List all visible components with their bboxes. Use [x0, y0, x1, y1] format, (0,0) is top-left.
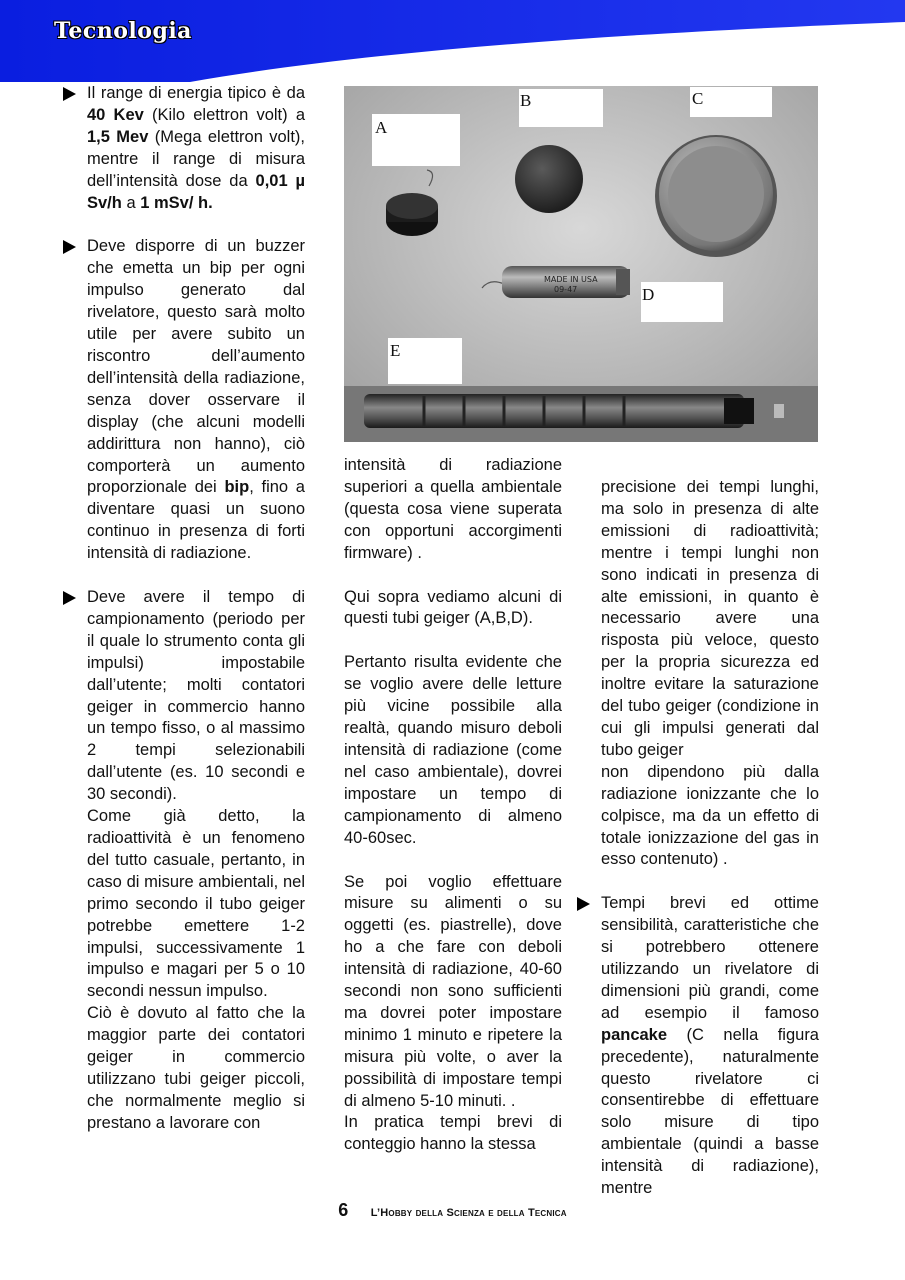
label-a: A	[375, 118, 388, 137]
magazine-title: L’Hobby della Scienza e della Tecnica	[370, 1207, 567, 1219]
column-2	[344, 455, 562, 1156]
paragraph: Come già detto, la radioattività è un fenomeno del tutto casuale, pertanto, in caso di misure ambientali, nel primo secondo il tubo geiger potrebbe emettere 1-2 impulsi, successivamente 1 impulso e magari per 5 o 10 secondi nessun impulso.	[87, 807, 305, 1001]
label-e: E	[390, 341, 401, 360]
svg-text:09-47: 09-47	[554, 285, 578, 294]
bullet-arrow-icon	[63, 591, 76, 605]
bullet-short-times: Tempi brevi ed ottime sensibilità, caratteristiche che si potrebbero ottenere utilizzando un rivelatore di dimensioni più grandi, come ad esempio il famoso pancake (C nella figura precedente), naturalmente questo rivelatore ci consentirebbe di effettuare solo misure di tipo ambientale (quindi a basse intensità di radiazione), mentre	[601, 893, 819, 1200]
section-title: Tecnologia	[54, 18, 192, 44]
paragraph: Pertanto risulta evidente che se voglio avere delle letture più vicine possibile alla realtà, quando misuro deboli intensità di radiazione (come nel caso ambientale), dovrei impostare un tempo di campionamento di almeno 40-60sec.	[344, 653, 562, 847]
geiger-tubes-photo	[344, 86, 818, 442]
paragraph: Se poi voglio effettuare misure su alimenti o su oggetti (es. piastrelle), dove ho a che fare con deboli intensità di radiazione, 40-60 secondi non sono sufficienti ma dovrei poter impostare minimo 1 minuto e ripetere la misura più volte, o aver la possibilità di impostare tempi di almeno 5-10 minuti. .	[344, 872, 562, 1110]
bullet-buzzer: Deve disporre di un buzzer che emetta un bip per ogni impulso generato dal rivelatore, questo sarà molto utile per avere subito un riscontro dell’aumento dell’intensità della radiazione, senza dover osservare il display (che alcuni modelli addirittura non hanno), ciò comporterà un aumento proporzionale dei bip, fino a diventare quasi un suono continuo in presenza di forti intensità di radiazione.	[87, 236, 305, 565]
bullet-sampling-time	[87, 587, 305, 1135]
svg-text:MADE IN USA: MADE IN USA	[544, 275, 598, 284]
label-d: D	[642, 285, 655, 304]
paragraph: Ciò è dovuto al fatto che la maggior parte dei contatori geiger in commercio utilizzano tubi geiger piccoli, che normalmente meglio si prestano a lavorare con	[87, 1004, 305, 1132]
paragraph: intensità di radiazione superiori a quella ambientale (questa cosa viene superata con opportuni accorgimenti firmware) .	[344, 456, 562, 562]
label-b: B	[520, 91, 532, 110]
label-c: C	[692, 89, 704, 108]
paragraph: non dipendono più dalla radiazione ionizzante che lo colpisce, ma da un effetto di totale ionizzazione del gas in esso contenuto) .	[601, 762, 819, 869]
column-1	[87, 83, 305, 1157]
paragraph: Deve avere il tempo di campionamento (periodo per il quale lo strumento conta gli impulsi) impostabile dall’utente; molti contatori geiger in commercio hanno un tempo fisso, o al massimo 2 tempi selezionabili dall’utente (es. 10 secondi e 30 secondi).	[87, 588, 305, 804]
bullet-arrow-icon	[63, 240, 76, 254]
pancake-tube-c	[655, 135, 777, 257]
paragraph: In pratica tempi brevi di conteggio hanno la stessa	[344, 1113, 562, 1154]
bullet-arrow-icon	[577, 897, 590, 911]
geiger-tube-b	[515, 145, 583, 213]
page-footer	[0, 1200, 905, 1221]
paragraph: precisione dei tempi lunghi, ma solo in presenza di alte emissioni di radioattività; mentre i tempi lunghi non sono indicati in presenza di alte emissioni, in quanto è necessario avere una risposta più veloce, questo per la propria sicurezza ed inoltre evitare la saturazione del tubo geiger (condizione in cui gli impulsi generati dal tubo geiger	[601, 478, 819, 759]
paragraph: Qui sopra vediamo alcuni di questi tubi geiger (A,B,D).	[344, 587, 562, 628]
bullet-energy-range: Il range di energia tipico è da 40 Kev (Kilo elettron volt) a 1,5 Mev (Mega elettron volt), mentre il range di misura dell’intensità dose da 0,01 µ Sv/h a 1 mSv/ h.	[87, 83, 305, 214]
label-box-b	[519, 89, 603, 127]
column-3	[601, 477, 819, 1222]
geiger-tube-d	[482, 266, 630, 298]
geiger-tube-e	[364, 394, 784, 428]
page-number: 6	[338, 1200, 349, 1220]
bullet-arrow-icon	[63, 87, 76, 101]
